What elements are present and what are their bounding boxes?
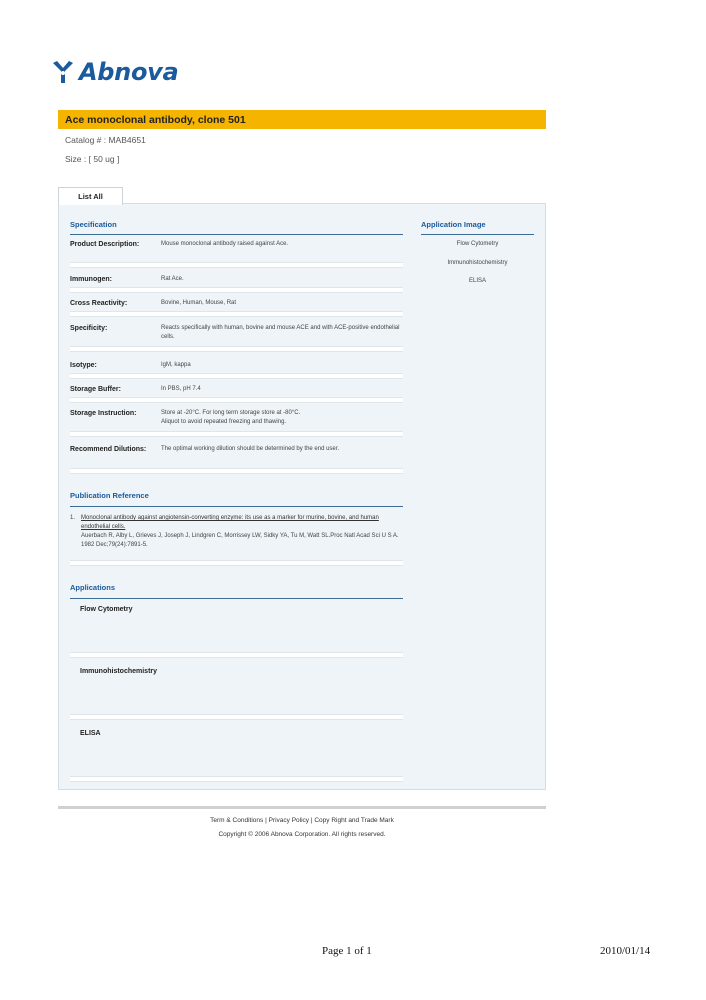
footer-separator: | [309,817,315,824]
applications-title: Applications [70,583,116,592]
product-title-bar [58,110,546,129]
spec-value-isotype: IgM, kappa [161,362,191,368]
terms-link[interactable]: Term & Conditions [210,817,264,824]
publication-divider [70,506,403,507]
footer-links [58,817,546,824]
page-number: Page 1 of 1 [322,945,372,957]
row-separator [70,560,403,566]
spec-label-storage-instruction: Storage Instruction: [70,410,137,417]
catalog-number: Catalog # : MAB4651 [65,135,146,145]
spec-value-storage-buffer: In PBS, pH 7.4 [161,386,201,392]
application-image-divider [421,234,534,235]
row-separator [70,397,403,403]
spec-label-isotype: Isotype: [70,362,97,369]
application-image-immunohistochemistry[interactable]: Immunohistochemistry [447,260,508,266]
spec-label-recommend-dilutions: Recommend Dilutions: [70,446,147,453]
application-image-elisa[interactable]: ELISA [468,278,486,284]
specification-title: Specification [70,220,117,229]
application-image-flow-cytometry[interactable]: Flow Cytometry [456,241,499,247]
application-immunohistochemistry: Immunohistochemistry [80,668,158,675]
antibody-logo-icon [50,59,76,85]
print-date: 2010/01/14 [600,945,651,957]
spec-label-specificity: Specificity: [70,325,108,332]
spec-value-recommend-dilutions: The optimal working dilution should be determined by the end user. [161,446,340,452]
content-panel [58,203,546,790]
spec-value-immunogen: Rat Ace. [161,276,184,282]
publication-entry [70,514,403,550]
brand-name: Abnova [79,58,179,86]
row-separator [70,468,403,474]
application-image-title: Application Image [421,220,486,229]
publication-number: 1. [70,515,76,521]
privacy-policy-link[interactable]: Privacy Policy [268,817,310,824]
row-separator [70,714,403,720]
row-separator [70,652,403,658]
row-separator [70,373,403,379]
application-flow-cytometry: Flow Cytometry [80,606,133,613]
publication-citation: Auerbach R, Alby L, Grieves J, Joseph J, Lindgren C, Morrissey LW, Sidky YA, Tu M, Watt SL.Proc Natl Acad Sci U S A. 1982 Dec;79(24):7891-5. [81,533,399,548]
publication-reference-title: Publication Reference [70,491,149,500]
spec-label-immunogen: Immunogen: [70,276,112,283]
spec-label-cross-reactivity: Cross Reactivity: [70,300,128,307]
footer-divider [58,806,546,809]
row-separator [70,776,403,782]
row-separator [70,346,403,352]
spec-label-product-description: Product Description: [70,241,140,248]
spec-value-cross-reactivity: Bovine, Human, Mouse, Rat [161,300,237,306]
spec-label-storage-buffer: Storage Buffer: [70,386,121,393]
product-size: Size : [ 50 ug ] [65,154,120,164]
copyright-notice: Copyright © 2006 Abnova Corporation. All rights reserved. [218,831,386,838]
copyright-trademark-link[interactable]: Copy Right and Trade Mark [314,817,394,824]
publication-link[interactable]: Monoclonal antibody against angiotensin-converting enzyme: its use as a marker for murine, bovine, and human endothelial cells. [81,515,379,530]
row-separator [70,431,403,437]
row-separator [70,262,403,268]
footer-separator: | [263,817,269,824]
row-separator [70,287,403,293]
spec-value-specificity: Reacts specifically with human, bovine and mouse ACE and with ACE-positive endothelial cells. [161,325,400,340]
applications-divider [70,598,403,599]
row-separator [70,311,403,317]
application-elisa: ELISA [80,730,101,737]
spec-value-storage-instruction: Store at -20°C. For long term storage store at -80°C. Aliquot to avoid repeated freezing and thawing. [161,410,301,425]
abnova-logo[interactable] [50,58,178,86]
product-title: Ace monoclonal antibody, clone 501 [65,113,246,126]
specification-divider [70,234,403,235]
spec-value-product-description: Mouse monoclonal antibody raised against Ace. [161,241,289,247]
tab-list-all[interactable]: List All [58,187,123,205]
